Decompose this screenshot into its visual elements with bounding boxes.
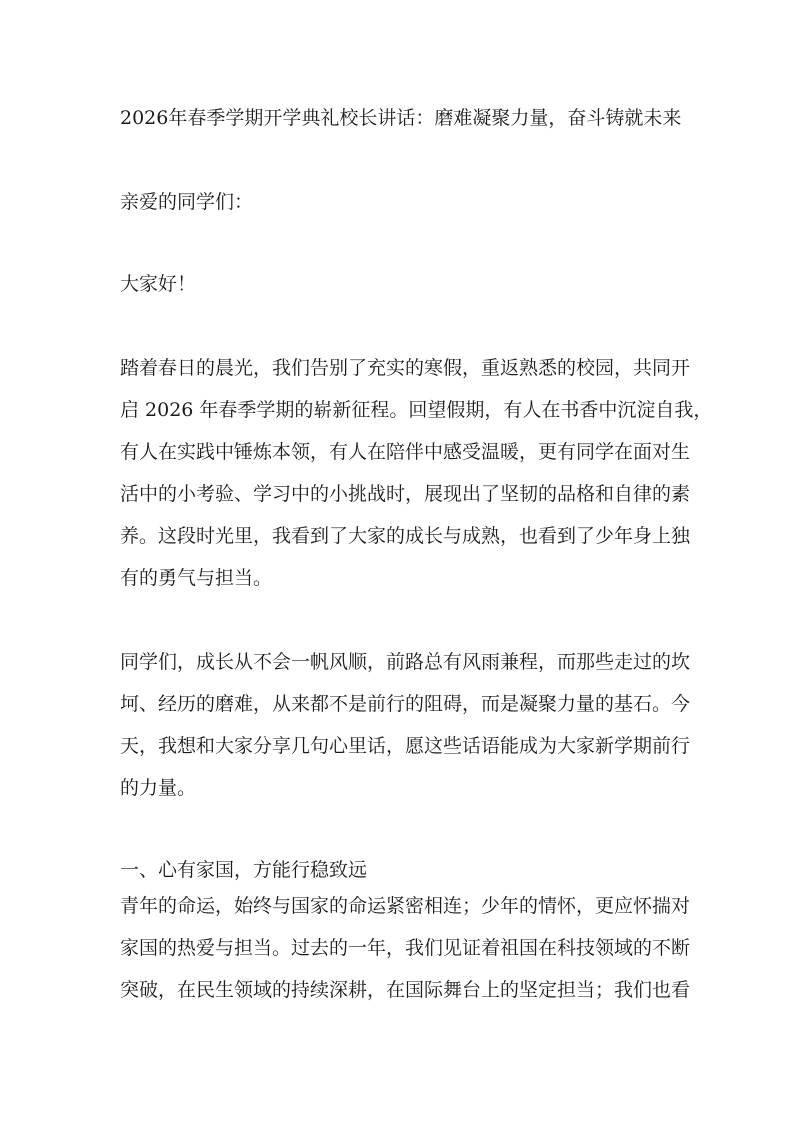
paragraph-line: 踏着春日的晨光，我们告别了充实的寒假，重返熟悉的校园，共同开 bbox=[120, 357, 691, 379]
paragraph-line: 有的勇气与担当。 bbox=[120, 567, 273, 589]
paragraph-line: 活中的小考验、学习中的小挑战时，展现出了坚韧的品格和自律的素 bbox=[120, 483, 691, 505]
greeting: 大家好！ bbox=[120, 273, 197, 295]
paragraph-line: 青年的命运，始终与国家的命运紧密相连；少年的情怀，更应怀揣对 bbox=[120, 895, 691, 917]
paragraph-line: 突破，在民生领域的持续深耕，在国际舞台上的坚定担当；我们也看 bbox=[120, 979, 691, 1001]
paragraph-line: 家国的热爱与担当。过去的一年，我们见证着祖国在科技领域的不断 bbox=[120, 937, 691, 959]
salutation: 亲爱的同学们： bbox=[120, 191, 254, 213]
paragraph-line: 启 2026 年春季学期的崭新征程。回望假期，有人在书香中沉淀自我， bbox=[120, 399, 713, 421]
paragraph-line: 同学们，成长从不会一帆风顺，前路总有风雨兼程，而那些走过的坎 bbox=[120, 651, 691, 673]
paragraph-line: 的力量。 bbox=[120, 777, 197, 799]
paragraph-line: 有人在实践中锤炼本领，有人在陪伴中感受温暖，更有同学在面对生 bbox=[120, 441, 691, 463]
paragraph-line: 天，我想和大家分享几句心里话，愿这些话语能成为大家新学期前行 bbox=[120, 735, 691, 757]
paragraph-line: 坷、经历的磨难，从来都不是前行的阻碍，而是凝聚力量的基石。今 bbox=[120, 693, 691, 715]
paragraph-line: 养。这段时光里，我看到了大家的成长与成熟，也看到了少年身上独 bbox=[120, 525, 691, 547]
document-title: 2026年春季学期开学典礼校长讲话：磨难凝聚力量，奋斗铸就未来 bbox=[120, 107, 682, 129]
section-heading: 一、心有家国，方能行稳致远 bbox=[120, 859, 368, 881]
